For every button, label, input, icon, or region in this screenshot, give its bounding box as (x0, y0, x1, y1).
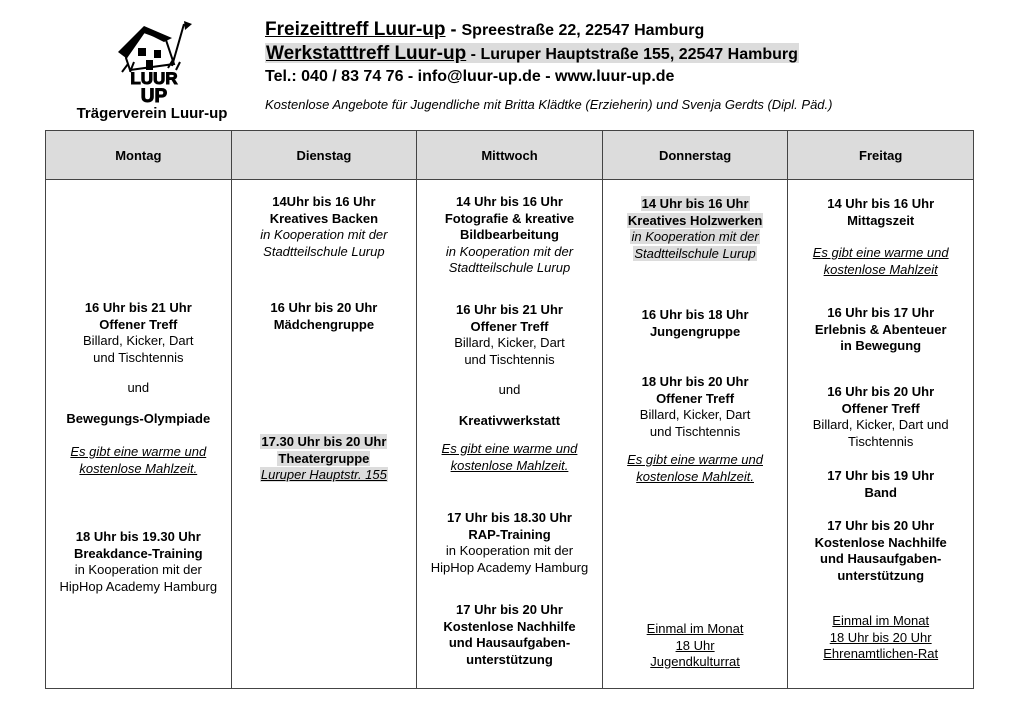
freitag-erlebnis (788, 305, 973, 355)
title: Kostenlose Nachhilfe (443, 618, 576, 634)
schedule-row (46, 180, 974, 689)
tagline: Kostenlose Angebote für Jugendliche mit Britta Klädtke (Erzieherin) und Svenja Gerdts (Dipl. Päd.) (265, 97, 833, 112)
time: 16 Uhr bis 21 Uhr (456, 302, 563, 317)
title: Fotografie & kreative (444, 210, 575, 226)
time: 16 Uhr bis 20 Uhr (270, 300, 378, 315)
place: Luruper Hauptstr. 155 (260, 467, 387, 482)
title: RAP-Training (468, 526, 551, 542)
detail: und Tischtennis (649, 423, 741, 439)
time: 18 Uhr bis 20 Uhr (641, 374, 749, 389)
time: 14 Uhr bis 16 Uhr (641, 196, 749, 211)
organization-name: Trägerverein Luur-up (76, 105, 228, 122)
meal-note: kostenlose Mahlzeit. (450, 457, 569, 473)
mittwoch-cell (417, 180, 603, 689)
title: Kreatives Backen (269, 210, 379, 226)
detail: Einmal im Monat (832, 613, 930, 628)
title: Jungengruppe (649, 323, 741, 339)
title: Offener Treff (99, 316, 178, 332)
detail: Stadtteilschule Lurup (634, 245, 756, 261)
mittwoch-fotografie (417, 194, 602, 277)
day-header-freitag: Freitag (788, 131, 974, 180)
montag-breakdance (46, 529, 231, 595)
time: 14Uhr bis 16 Uhr (272, 194, 376, 209)
detail: in Kooperation mit der (260, 227, 388, 242)
detail: Ehrenamtlichen-Rat (823, 646, 939, 661)
time: 16 Uhr bis 18 Uhr (641, 307, 749, 322)
contact-line[interactable]: Tel.: 040 / 83 74 76 - info@luur-up.de - www.luur-up.de (265, 68, 675, 85)
donnerstag-jungengruppe (603, 307, 788, 340)
meal-note: Es gibt eine warme und (627, 452, 763, 467)
detail: Stadtteilschule Lurup (263, 243, 385, 259)
montag-offener-treff (46, 300, 231, 477)
title: Theatergruppe (278, 450, 370, 466)
meal-note: Es gibt eine warme und (812, 245, 949, 260)
mittwoch-nachhilfe (417, 602, 602, 668)
meal-note: kostenlose Mahlzeit (823, 261, 938, 277)
donnerstag-holzwerken (603, 196, 788, 262)
freizeittreff-address: Spreestraße 22, 22547 Hamburg (461, 22, 705, 39)
header (265, 18, 799, 87)
detail: in Kooperation mit der (445, 543, 574, 558)
werkstatttreff-name: Werkstatttreff Luur-up (266, 43, 467, 64)
dienstag-maedchengruppe (232, 300, 417, 333)
title: Band (864, 484, 897, 500)
detail: Stadtteilschule Lurup (448, 260, 571, 275)
title: Offener Treff (656, 390, 735, 406)
title: Offener Treff (841, 400, 920, 416)
detail: in Kooperation mit der (631, 229, 759, 244)
detail: Einmal im Monat (646, 621, 744, 636)
time: 17 Uhr bis 18.30 Uhr (446, 510, 572, 525)
montag-cell (46, 180, 232, 689)
day-header-row (46, 131, 974, 180)
donnerstag-jugendkulturrat (603, 621, 788, 671)
title: unterstützung (466, 651, 553, 667)
header-line-1 (265, 18, 799, 42)
day-header-montag: Montag (46, 131, 232, 180)
time: 14 Uhr bis 16 Uhr (827, 196, 935, 211)
and-text: und (498, 382, 521, 397)
title: Bildbearbeitung (460, 227, 559, 242)
time: 17 Uhr bis 19 Uhr (827, 468, 935, 483)
title: Mittagszeit (847, 212, 915, 228)
mittwoch-rap-training (417, 510, 602, 576)
detail: in Kooperation mit der (74, 562, 202, 577)
detail: Billard, Kicker, Dart und (812, 417, 949, 432)
time: 17.30 Uhr bis 20 Uhr (261, 434, 387, 449)
title: und Hausaufgaben- (448, 635, 571, 650)
and-text: und (127, 380, 150, 395)
detail: Tischtennis (848, 433, 914, 449)
detail: HipHop Academy Hamburg (430, 559, 589, 575)
freitag-cell (788, 180, 974, 689)
luur-up-logo (104, 18, 204, 104)
freitag-mittagszeit (788, 196, 973, 278)
time: 17 Uhr bis 20 Uhr (456, 602, 563, 617)
svg-text:UP: UP (140, 86, 168, 104)
header-line-2 (265, 42, 799, 66)
time: 18 Uhr bis 19.30 Uhr (75, 529, 201, 544)
time: 16 Uhr bis 20 Uhr (827, 384, 935, 399)
title: Offener Treff (470, 318, 549, 334)
detail: in Kooperation mit der (445, 243, 574, 259)
meal-note: kostenlose Mahlzeit. (636, 468, 754, 484)
title: unterstützung (837, 567, 925, 583)
dienstag-backen (232, 194, 417, 260)
title: Erlebnis & Abenteuer (814, 321, 947, 337)
title: und Hausaufgaben- (820, 551, 942, 566)
detail: und Tischtennis (93, 349, 184, 365)
freitag-offener-treff (788, 384, 973, 450)
title: Mädchengruppe (273, 316, 375, 332)
time: 16 Uhr bis 21 Uhr (84, 300, 192, 315)
freitag-nachhilfe (788, 518, 973, 584)
dienstag-cell (231, 180, 417, 689)
title: Kostenlose Nachhilfe (814, 534, 947, 550)
time: 17 Uhr bis 20 Uhr (827, 518, 935, 533)
freitag-ehrenamtlichen-rat (788, 613, 973, 663)
meal-note: kostenlose Mahlzeit. (79, 460, 198, 476)
meal-note: Es gibt eine warme und (441, 441, 578, 456)
time: 14 Uhr bis 16 Uhr (456, 194, 563, 209)
detail: Billard, Kicker, Dart (639, 407, 751, 422)
detail: HipHop Academy Hamburg (59, 578, 218, 594)
weekly-schedule-table (45, 130, 974, 689)
freitag-band (788, 468, 973, 501)
freizeittreff-name: Freizeittreff Luur-up (265, 19, 446, 40)
mittwoch-offener-treff (417, 302, 602, 474)
detail: Billard, Kicker, Dart (454, 335, 565, 350)
day-header-donnerstag: Donnerstag (602, 131, 788, 180)
title: Kreativwerkstatt (458, 412, 561, 428)
donnerstag-offener-treff (603, 374, 788, 485)
detail: 18 Uhr (675, 637, 715, 653)
separator: - (445, 19, 462, 39)
detail: Billard, Kicker, Dart (83, 333, 194, 348)
dienstag-theatergruppe (232, 434, 417, 484)
title: Bewegungs-Olympiade (66, 410, 211, 426)
svg-text:LUUR: LUUR (130, 69, 178, 88)
donnerstag-cell (602, 180, 788, 689)
detail: 18 Uhr bis 20 Uhr (829, 629, 932, 645)
detail: Jugendkulturrat (650, 654, 740, 669)
meal-note: Es gibt eine warme und (70, 444, 207, 459)
title: in Bewegung (840, 338, 922, 353)
day-header-mittwoch: Mittwoch (417, 131, 603, 180)
title: Kreatives Holzwerken (627, 212, 763, 228)
title: Breakdance-Training (73, 545, 203, 561)
detail: und Tischtennis (464, 351, 555, 367)
time: 16 Uhr bis 17 Uhr (827, 305, 935, 320)
werkstatttreff-address: - Luruper Hauptstraße 155, 22547 Hamburg (466, 46, 798, 63)
day-header-dienstag: Dienstag (231, 131, 417, 180)
